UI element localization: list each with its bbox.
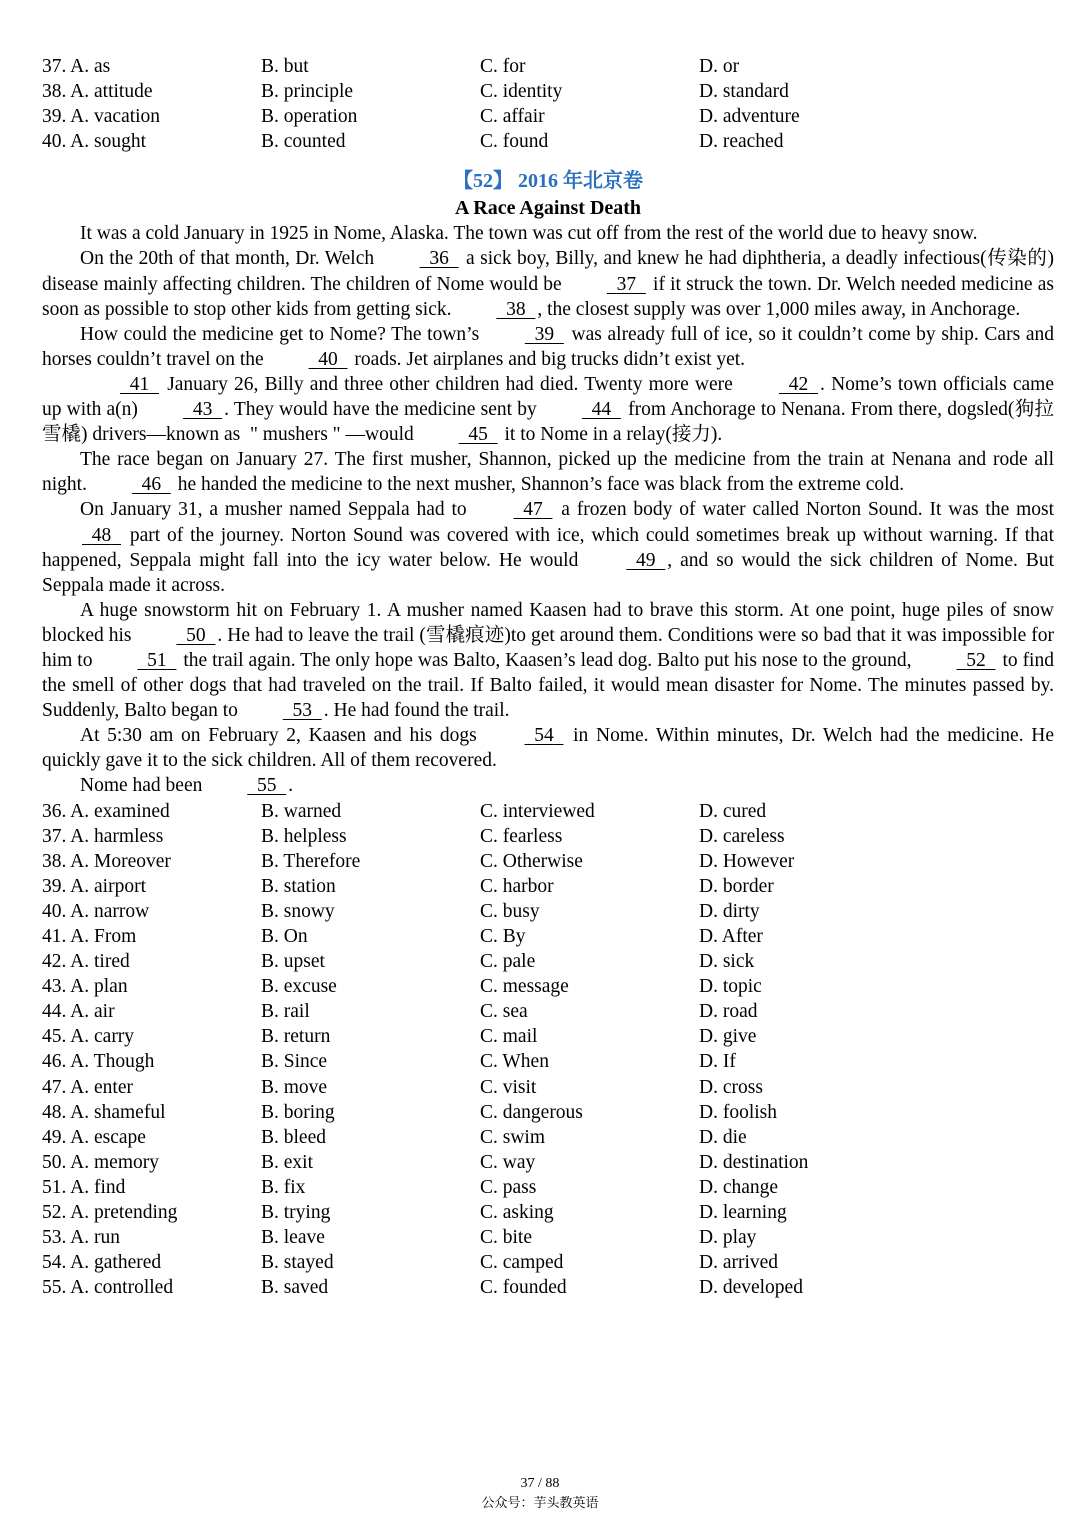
option-b: B. rail xyxy=(261,1001,310,1023)
passage-text: It was a cold January in 1925 in Nome, Alaska. The town was cut off from the rest of the world due to heavy snow. xyxy=(80,223,978,245)
option-d: D. give xyxy=(699,1026,757,1048)
option-b: B. excuse xyxy=(261,976,337,998)
passage-text: part of the journey. Norton Sound was covered with ice, which could sometimes break up without warning. If that happened, Seppala might fall into the icy water below. He would xyxy=(42,524,1054,571)
blank-39: 39 xyxy=(534,323,555,345)
option-row xyxy=(42,1125,1054,1150)
option-a: 49. A. escape xyxy=(42,1126,146,1148)
option-row xyxy=(42,899,1054,924)
passage-text: , and so would the sick children of Nome. But Seppala made it across. xyxy=(42,549,1054,596)
passage-text: . xyxy=(288,775,294,797)
option-row xyxy=(42,1250,1054,1275)
option-d: D. learning xyxy=(699,1202,787,1224)
option-d: D. road xyxy=(699,1001,758,1023)
option-b: B. saved xyxy=(261,1277,329,1299)
passage-text: if it struck the town. Dr. Welch needed medicine as soon as possible to stop other kids from getting sick. xyxy=(42,273,1055,320)
option-d: D. cross xyxy=(699,1076,763,1098)
option-a: 37. A. as xyxy=(42,56,111,77)
option-b: B. exit xyxy=(261,1151,313,1173)
option-row xyxy=(42,129,1054,154)
passage-text: it to Nome in a relay(接力). xyxy=(499,424,723,446)
option-d: D. standard xyxy=(699,81,789,103)
option-a: 44. A. air xyxy=(42,1001,115,1023)
option-row xyxy=(42,1075,1054,1100)
option-a: 36. A. examined xyxy=(42,800,170,822)
option-c: C. dangerous xyxy=(480,1101,583,1123)
option-c: C. When xyxy=(480,1051,549,1073)
option-d: D. However xyxy=(699,850,795,872)
passage-text: . They would have the medicine sent by xyxy=(224,399,542,421)
blank-45: 45 xyxy=(468,424,488,446)
blank-40: 40 xyxy=(318,348,338,370)
option-row xyxy=(42,1200,1054,1225)
blank-50: 50 xyxy=(186,624,206,646)
passage-text: On the 20th of that month, Dr. Welch xyxy=(80,248,380,270)
option-a: 48. A. shameful xyxy=(42,1101,166,1123)
option-d: D. careless xyxy=(699,825,785,847)
option-row xyxy=(42,1024,1054,1049)
passage-text: was already full of ice, so it couldn’t come by ship. Cars and horses couldn’t travel on the xyxy=(42,323,1054,370)
passage-text: . He had to leave the trail (雪橇痕迹)to get around them. Conditions were so bad that it was impossible for him to xyxy=(42,624,1054,671)
option-b: B. On xyxy=(261,926,308,947)
passage-text: he handed the medicine to the next musher, Shannon’s face was black from the extreme cold. xyxy=(172,474,905,496)
option-row xyxy=(42,79,1054,104)
option-c: C. mail xyxy=(480,1026,538,1048)
option-b: B. warned xyxy=(261,800,342,822)
option-c: C. busy xyxy=(480,900,540,922)
option-row xyxy=(42,1150,1054,1175)
paragraph-p3 xyxy=(42,322,1054,372)
passage xyxy=(42,221,1054,798)
document-page xyxy=(42,54,1054,1300)
option-c: C. found xyxy=(480,131,549,153)
option-c: C. camped xyxy=(480,1252,564,1274)
option-d: D. change xyxy=(699,1176,779,1198)
option-b: B. upset xyxy=(261,951,325,973)
option-b: B. leave xyxy=(261,1227,325,1249)
passage-text: a frozen body of water called Norton Sound. It was the most xyxy=(554,499,1054,521)
option-c: C. pass xyxy=(480,1176,537,1198)
option-c: C. By xyxy=(480,926,526,947)
paragraph-p8 xyxy=(42,723,1054,773)
option-row xyxy=(42,1275,1054,1300)
passage-text: The race began on January 27. The first musher, Shannon, picked up the medicine from the train at Nenana and rode all night. xyxy=(42,449,1054,496)
option-row xyxy=(42,974,1054,999)
paragraph-p4 xyxy=(42,372,1054,447)
option-c: C. pale xyxy=(480,951,536,973)
option-a: 50. A. memory xyxy=(42,1151,159,1173)
passage-text: On January 31, a musher named Seppala had to xyxy=(80,499,474,521)
blank-53: 53 xyxy=(292,700,313,722)
option-b: B. station xyxy=(261,875,336,897)
blank-52: 52 xyxy=(966,649,986,671)
blank-41: 41 xyxy=(129,373,150,395)
options-list xyxy=(42,799,1054,1301)
blank-48: 48 xyxy=(91,524,112,546)
option-row xyxy=(42,1175,1054,1200)
option-b: B. return xyxy=(261,1026,331,1048)
option-c: C. fearless xyxy=(480,825,563,847)
option-a: 54. A. gathered xyxy=(42,1252,162,1274)
option-a: 38. A. attitude xyxy=(42,81,153,103)
paragraph-p2 xyxy=(42,246,1054,321)
blank-38: 38 xyxy=(506,298,526,320)
option-row xyxy=(42,999,1054,1024)
option-a: 39. A. vacation xyxy=(42,106,161,128)
option-c: C. asking xyxy=(480,1202,554,1224)
option-b: B. Since xyxy=(261,1051,328,1073)
section-heading: 【52】 2016 年北京卷 xyxy=(453,170,643,193)
option-d: D. play xyxy=(699,1227,757,1249)
option-d: D. die xyxy=(699,1126,747,1148)
paragraph-p5 xyxy=(42,447,1054,497)
option-c: C. visit xyxy=(480,1076,537,1098)
option-b: B. counted xyxy=(261,131,346,153)
passage-text: . He had found the trail. xyxy=(323,700,510,722)
option-d: D. If xyxy=(699,1051,736,1073)
blank-49: 49 xyxy=(636,549,656,571)
option-a: 40. A. narrow xyxy=(42,900,150,922)
option-c: C. affair xyxy=(480,106,545,128)
passage-text: in Nome. Within minutes, Dr. Welch had the medicine. He quickly gave it to the sick children. All of them recovered. xyxy=(42,725,1054,772)
option-d: D. dirty xyxy=(699,900,760,922)
passage-text: How could the medicine get to Nome? The town’s xyxy=(80,323,485,345)
blank-47: 47 xyxy=(523,499,543,521)
option-c: C. bite xyxy=(480,1227,532,1249)
passage-text: roads. Jet airplanes and big trucks didn’t exist yet. xyxy=(349,348,746,370)
blank-51: 51 xyxy=(147,649,167,671)
option-a: 51. A. find xyxy=(42,1176,126,1198)
wechat-footer: 公众号：芋头教英语 xyxy=(481,1496,599,1511)
option-c: C. founded xyxy=(480,1277,567,1299)
option-a: 40. A. sought xyxy=(42,131,147,153)
paragraph-p9 xyxy=(42,773,1054,798)
option-b: B. helpless xyxy=(261,825,347,847)
paragraph-p1 xyxy=(42,221,1054,246)
option-d: D. arrived xyxy=(699,1252,779,1274)
passage-text: , the closest supply was over 1,000 miles away, in Anchorage. xyxy=(537,298,1021,320)
option-a: 52. A. pretending xyxy=(42,1202,178,1224)
option-a: 53. A. run xyxy=(42,1227,120,1249)
passage-text: January 26, Billy and three other children had died. Twenty more were xyxy=(161,373,740,395)
option-c: C. sea xyxy=(480,1001,528,1023)
option-a: 46. A. Though xyxy=(42,1051,155,1073)
option-d: D. topic xyxy=(699,976,762,998)
passage-text: A huge snowstorm hit on February 1. A musher named Kaasen had to brave this storm. At one point, huge piles of snow blocked his xyxy=(42,599,1054,646)
option-d: D. border xyxy=(699,875,774,897)
passage-title: A Race Against Death xyxy=(454,197,642,220)
option-row xyxy=(42,849,1054,874)
option-b: B. move xyxy=(261,1076,328,1098)
option-d: D. developed xyxy=(699,1277,803,1299)
option-d: D. sick xyxy=(699,951,755,973)
blank-42: 42 xyxy=(788,373,809,395)
option-b: B. fix xyxy=(261,1176,306,1198)
option-c: C. for xyxy=(480,56,526,77)
option-a: 45. A. carry xyxy=(42,1026,135,1048)
option-a: 39. A. airport xyxy=(42,875,146,897)
option-b: B. stayed xyxy=(261,1252,334,1274)
option-b: B. principle xyxy=(261,81,354,103)
option-row xyxy=(42,824,1054,849)
option-b: B. Therefore xyxy=(261,850,361,872)
blank-44: 44 xyxy=(591,399,612,421)
option-row xyxy=(42,924,1054,949)
passage-text: Nome had been xyxy=(80,775,208,797)
option-a: 43. A. plan xyxy=(42,976,128,998)
option-row xyxy=(42,1049,1054,1074)
option-b: B. boring xyxy=(261,1101,335,1123)
blank-36: 36 xyxy=(429,248,449,270)
option-a: 47. A. enter xyxy=(42,1076,133,1098)
blank-54: 54 xyxy=(534,725,554,747)
option-row xyxy=(42,799,1054,824)
option-a: 42. A. tired xyxy=(42,951,130,973)
blank-37: 37 xyxy=(616,273,637,295)
option-b: B. but xyxy=(261,56,309,77)
option-b: B. snowy xyxy=(261,900,335,922)
option-d: D. cured xyxy=(699,800,767,822)
option-d: D. foolish xyxy=(699,1101,777,1123)
option-c: C. message xyxy=(480,976,569,998)
passage-text: the trail again. The only hope was Balto, Kaasen’s lead dog. Balto put his nose to the ground, xyxy=(178,649,917,671)
option-row xyxy=(42,54,1054,79)
passage-text: a sick boy, Billy, and knew he had diphtheria, a deadly infectious(传染的) disease mainly affecting children. The children of Nome would be xyxy=(42,248,1054,295)
option-a: 55. A. controlled xyxy=(42,1277,174,1299)
option-row xyxy=(42,949,1054,974)
passage-text: . Nome’s town officials came up with a(n) xyxy=(42,373,1054,421)
option-b: B. trying xyxy=(261,1202,331,1224)
passage-text: At 5:30 am on February 2, Kaasen and his dogs xyxy=(80,725,485,747)
option-b: B. bleed xyxy=(261,1126,326,1148)
passage-text: from Anchorage to Nenana. From there, dogsled(狗拉雪橇) drivers—known as " mushers " —would xyxy=(42,399,1054,446)
option-d: D. or xyxy=(699,56,740,77)
blank-46: 46 xyxy=(141,474,162,496)
option-c: C. harbor xyxy=(480,875,554,897)
paragraph-p6 xyxy=(42,497,1054,597)
option-row xyxy=(42,1100,1054,1125)
page-number: 37 / 88 xyxy=(520,1476,560,1491)
option-d: D. destination xyxy=(699,1151,809,1173)
option-c: C. way xyxy=(480,1151,536,1173)
options-top xyxy=(42,54,1054,154)
option-c: C. Otherwise xyxy=(480,850,583,872)
option-a: 37. A. harmless xyxy=(42,825,164,847)
blank-55: 55 xyxy=(257,775,277,797)
option-c: C. swim xyxy=(480,1126,546,1148)
option-d: D. After xyxy=(699,926,763,947)
option-c: C. identity xyxy=(480,81,563,103)
option-b: B. operation xyxy=(261,106,358,128)
blank-43: 43 xyxy=(192,399,213,421)
paragraph-p7 xyxy=(42,598,1054,723)
option-a: 41. A. From xyxy=(42,926,137,947)
option-d: D. reached xyxy=(699,131,784,153)
option-a: 38. A. Moreover xyxy=(42,850,171,872)
option-row xyxy=(42,1225,1054,1250)
option-row xyxy=(42,874,1054,899)
option-c: C. interviewed xyxy=(480,800,595,822)
passage-text: to find the smell of other dogs that had traveled on the trail. If Balto failed, it would mean disaster for Nome. The minutes passed by. Suddenly, Balto began to xyxy=(42,649,1054,722)
option-d: D. adventure xyxy=(699,106,800,128)
option-row xyxy=(42,104,1054,129)
